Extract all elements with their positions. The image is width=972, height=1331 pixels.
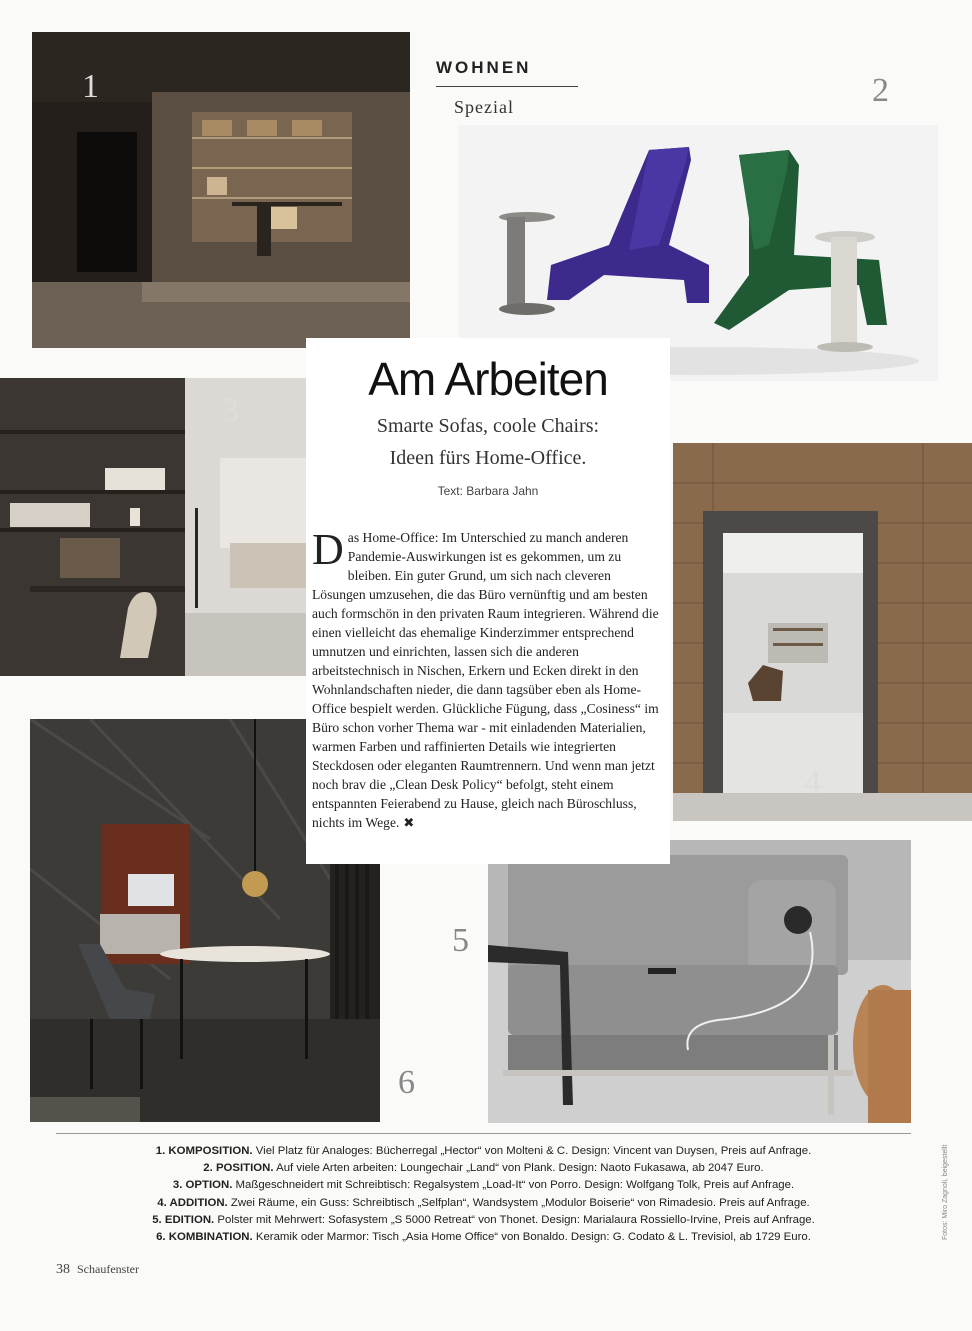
deck-line-2: Ideen fürs Home-Office. [389, 447, 587, 469]
article-deck [306, 410, 670, 474]
caption-4-label: 4. ADDITION. [157, 1196, 228, 1209]
caption-6-label: 6. KOMBINATION. [156, 1231, 253, 1244]
article-headline: Am Arbeiten [368, 353, 608, 405]
photo-number-3: 3 [222, 392, 239, 429]
section-rule [436, 86, 578, 87]
article-body [312, 525, 666, 833]
caption-2 [56, 1160, 911, 1177]
article-body-text: as Home-Office: Im Unterschied zu manch anderen Pandemie-Auswirkungen ist es gekommen, um zu bleiben. Ein guter Grund, um sich nach cleveren Lösungen umzusehen, die das Büro vernünftig und am besten auch formschön in den privaten Raum integrieren. Während die einen vielleicht das ehemalige Kinderzimmer entsprechend umnutzen und einrichten, lassen sich die anderen arbeitstechnisch in Nischen, Erkern und Ecken direkt in den Wohnlandschaften nieder, die dann tagsüber eben als Home-Office bespielt werden. Glückliche Fügung, dass „Cosiness“ im Büro schon vorher Thema war - mit einladenden Materialien, warmen Farben und raffinierten Details wie integrierten Steckdosen oder eleganten Raumtrennern. Und wenn man jetzt noch brav die „Clean Desk Policy“ befolgt, steht einem entspannten Feierabend zu Hause, gleich nach Büroschluss, nichts im Wege. [312, 530, 659, 830]
photo-5-gray-sofa [488, 840, 911, 1123]
caption-1-text: Viel Platz für Analoges: Bücherregal „Hector“ von Molteni & C. Design: Vincent van Duysen, Preis auf Anfrage. [255, 1145, 812, 1157]
photo-credit: Fotos: Miro Zagnoli, beigestellt [942, 1144, 949, 1240]
article-box [306, 338, 670, 864]
section-title: WOHNEN [436, 58, 532, 77]
caption-3-text: Maßgeschneidert mit Schreibtisch: Regalsystem „Load-It“ von Porro. Design: Wolfgang Tolk, Preis auf Anfrage. [235, 1179, 795, 1192]
caption-rule [56, 1133, 911, 1134]
photo-number-1: 1 [82, 68, 99, 105]
photo-3-shelf-bedroom [0, 378, 306, 676]
caption-2-text: Auf viele Arten arbeiten: Loungechair „Land“ von Plank. Design: Naoto Fukasawa, ab 2047 Euro. [276, 1162, 764, 1175]
caption-1 [56, 1143, 911, 1160]
drop-cap: D [312, 525, 344, 574]
photo-4-corridor-office [673, 443, 972, 821]
magazine-name: Schaufenster [77, 1262, 139, 1276]
caption-4 [56, 1195, 911, 1212]
page-number: 38 [56, 1262, 70, 1277]
photo-number-6: 6 [398, 1064, 415, 1101]
caption-3 [56, 1177, 911, 1194]
photo-number-4: 4 [804, 764, 821, 801]
caption-5 [56, 1212, 911, 1229]
article-byline: Text: Barbara Jahn [437, 484, 539, 498]
caption-6 [56, 1229, 911, 1246]
subsection-title: Spezial [454, 97, 514, 117]
caption-5-label: 5. EDITION. [152, 1213, 215, 1226]
caption-3-label: 3. OPTION. [172, 1179, 233, 1192]
caption-4-text: Zwei Räume, ein Guss: Schreibtisch „Selfplan“, Wandsystem „Modulor Boiserie“ von Rimadesio. Preis auf Anfrage. [230, 1196, 810, 1209]
page-footer [56, 1262, 139, 1278]
caption-5-text: Polster mit Mehrwert: Sofasystem „S 5000 Retreat“ von Thonet. Design: Marialaura Rossiello-Irvine, Preis auf Anfrage. [217, 1213, 815, 1226]
caption-1-label: 1. KOMPOSITION. [155, 1145, 253, 1157]
photo-captions [56, 1143, 911, 1246]
photo-number-5: 5 [452, 922, 469, 959]
deck-line-1: Smarte Sofas, coole Chairs: [376, 415, 600, 437]
caption-6-text: Keramik oder Marmor: Tisch „Asia Home Office“ von Bonaldo. Design: G. Codato & L. Trevisiol, ab 1729 Euro. [255, 1231, 811, 1244]
photo-number-2: 2 [872, 72, 889, 109]
end-mark-icon: ✖ [403, 816, 415, 831]
caption-2-label: 2. POSITION. [203, 1162, 274, 1175]
